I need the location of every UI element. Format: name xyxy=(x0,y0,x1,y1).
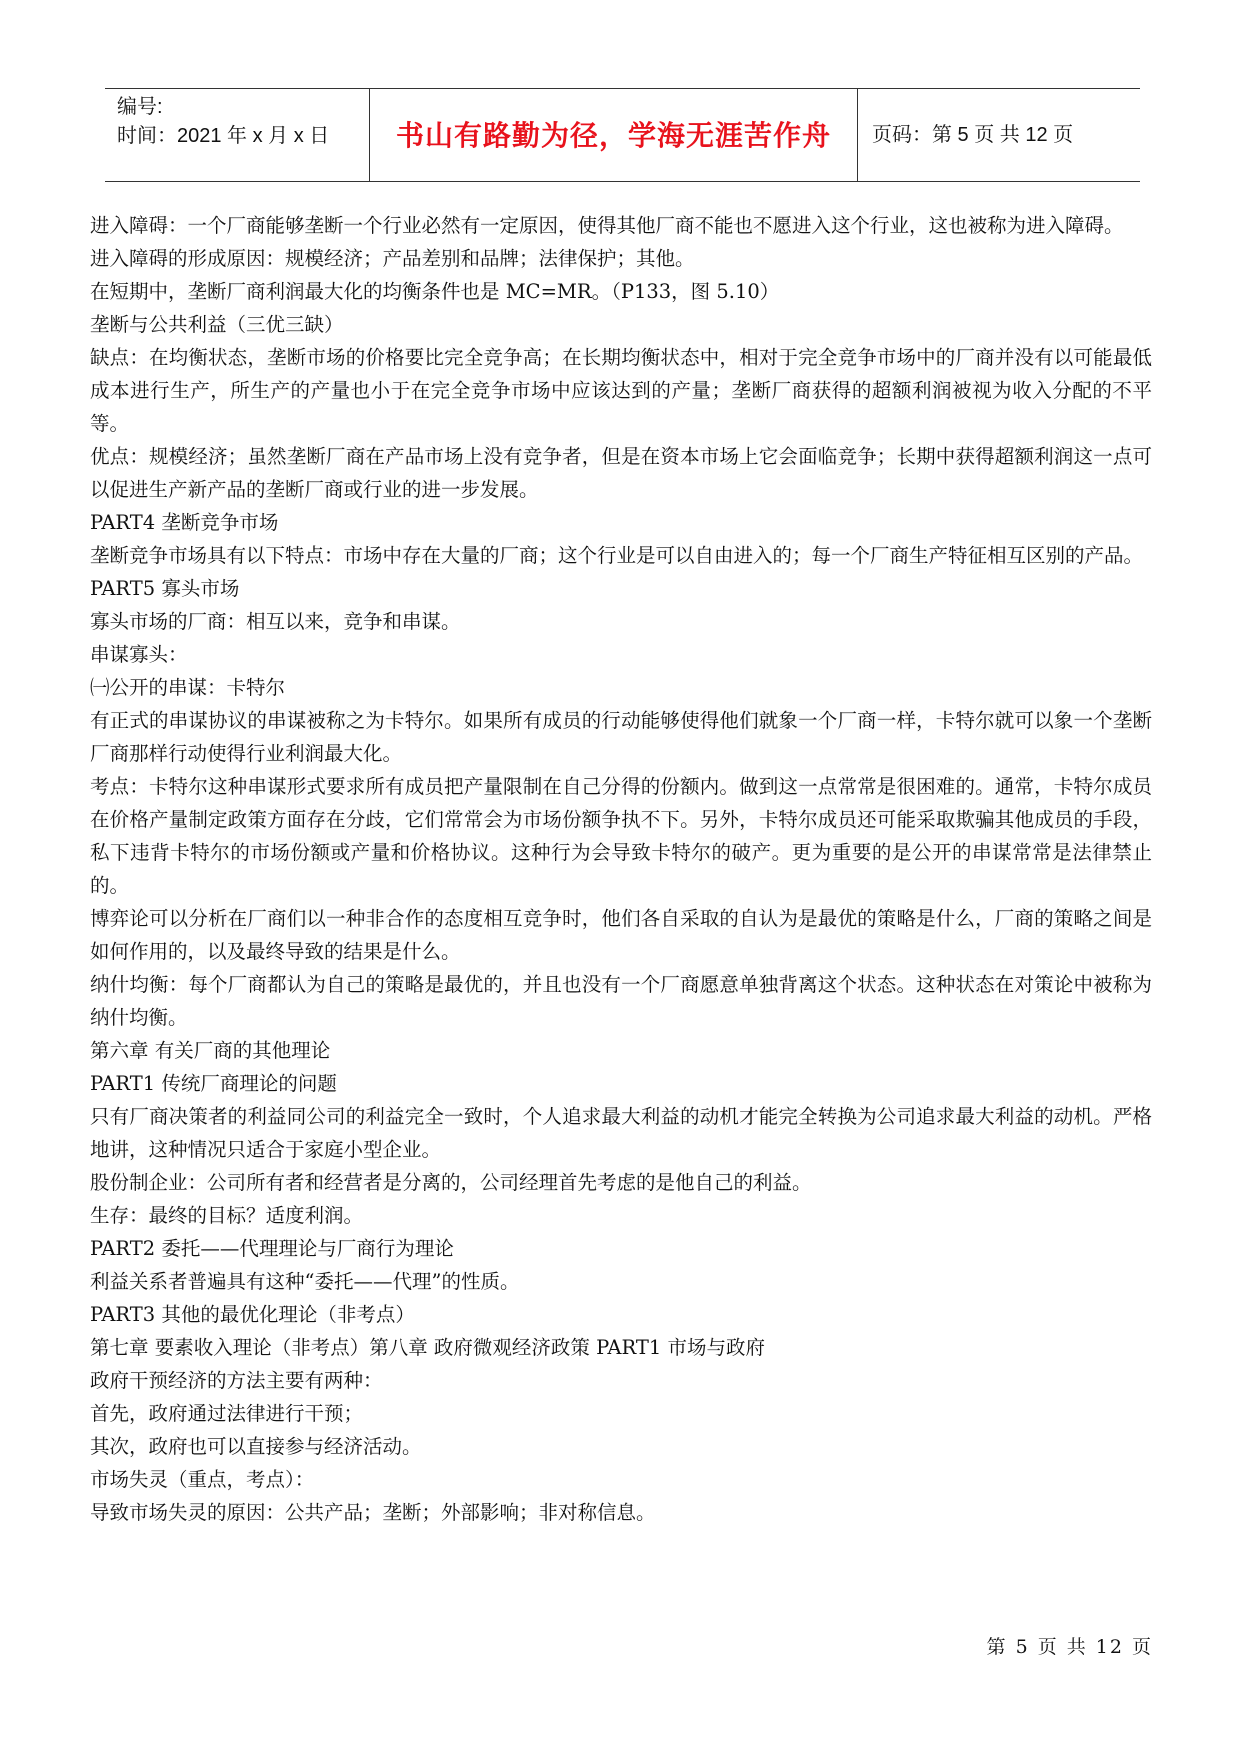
paragraph: 优点：规模经济；虽然垄断厂商在产品市场上没有竞争者，但是在资本市场上它会面临竞争；长期中获得超额利润这一点可以促进生产新产品的垄断厂商或行业的进一步发展。 xyxy=(90,445,1152,501)
document-time-label: 时间：2021 年 x 月 x 日 xyxy=(117,125,330,147)
chapter-heading: 第七章 要素收入理论（非考点）第八章 政府微观经济政策 PART1 市场与政府 xyxy=(90,1336,765,1359)
document-body xyxy=(90,209,1152,1529)
section-heading: 垄断与公共利益（三优三缺） xyxy=(90,313,344,336)
paragraph: 有正式的串谋协议的串谋被称之为卡特尔。如果所有成员的行动能够使得他们就象一个厂商一样，卡特尔就可以象一个垄断厂商那样行动使得行业利润最大化。 xyxy=(90,709,1152,765)
paragraph: 在短期中，垄断厂商利润最大化的均衡条件也是 MC=MR。（P133，图 5.10） xyxy=(90,280,780,303)
document-header xyxy=(105,88,1140,182)
paragraph: 垄断竞争市场具有以下特点：市场中存在大量的厂商；这个行业是可以自由进入的；每一个厂商生产特征相互区别的产品。 xyxy=(90,544,1144,567)
paragraph: 进入障碍的形成原因：规模经济；产品差别和品牌；法律保护；其他。 xyxy=(90,247,695,270)
header-page-cell xyxy=(858,89,1140,181)
header-motto: 书山有路勤为径，学海无涯苦作舟 xyxy=(395,119,831,152)
header-page-code: 页码：第 5 页 共 12 页 xyxy=(872,124,1074,146)
paragraph: 政府干预经济的方法主要有两种： xyxy=(90,1369,383,1392)
section-heading: PART4 垄断竞争市场 xyxy=(90,511,279,534)
paragraph: 只有厂商决策者的利益同公司的利益完全一致时，个人追求最大利益的动机才能完全转换为公司追求最大利益的动机。严格地讲，这种情况只适合于家庭小型企业。 xyxy=(90,1105,1152,1161)
paragraph: 股份制企业：公司所有者和经营者是分离的，公司经理首先考虑的是他自己的利益。 xyxy=(90,1171,812,1194)
paragraph: 寡头市场的厂商：相互以来，竞争和串谋。 xyxy=(90,610,461,633)
header-motto-cell xyxy=(370,89,858,181)
section-heading: PART3 其他的最优化理论（非考点） xyxy=(90,1303,415,1326)
section-heading: PART2 委托——代理理论与厂商行为理论 xyxy=(90,1237,454,1260)
header-info-cell xyxy=(105,89,370,181)
paragraph: 串谋寡头： xyxy=(90,643,188,666)
paragraph: 考点：卡特尔这种串谋形式要求所有成员把产量限制在自己分得的份额内。做到这一点常常是很困难的。通常，卡特尔成员在价格产量制定政策方面存在分歧，它们常常会为市场份额争执不下。另外，卡特尔成员还可能采取欺骗其他成员的手段，私下违背卡特尔的市场份额或产量和价格协议。这种行为会导致卡特尔的破产。更为重要的是公开的串谋常常是法律禁止的。 xyxy=(90,775,1152,897)
document-number-label: 编号: xyxy=(117,96,163,118)
paragraph: 进入障碍：一个厂商能够垄断一个行业必然有一定原因，使得其他厂商不能也不愿进入这个行业，这也被称为进入障碍。 xyxy=(90,214,1124,237)
page-footer: 第 5 页 共 12 页 xyxy=(986,1636,1153,1658)
paragraph: 纳什均衡：每个厂商都认为自己的策略是最优的，并且也没有一个厂商愿意单独背离这个状态。这种状态在对策论中被称为纳什均衡。 xyxy=(90,973,1152,1029)
paragraph: 首先，政府通过法律进行干预； xyxy=(90,1402,364,1425)
paragraph: 市场失灵（重点，考点）： xyxy=(90,1468,315,1491)
section-heading: PART1 传统厂商理论的问题 xyxy=(90,1072,337,1095)
paragraph: 生存：最终的目标？适度利润。 xyxy=(90,1204,364,1227)
paragraph: 利益关系者普遍具有这种“委托——代理”的性质。 xyxy=(90,1270,520,1293)
chapter-heading: 第六章 有关厂商的其他理论 xyxy=(90,1039,331,1062)
paragraph: 博弈论可以分析在厂商们以一种非合作的态度相互竞争时，他们各自采取的自认为是最优的策略是什么，厂商的策略之间是如何作用的，以及最终导致的结果是什么。 xyxy=(90,907,1152,963)
paragraph: 其次，政府也可以直接参与经济活动。 xyxy=(90,1435,422,1458)
paragraph: ㈠公开的串谋：卡特尔 xyxy=(90,676,286,699)
paragraph: 缺点：在均衡状态，垄断市场的价格要比完全竞争高；在长期均衡状态中，相对于完全竞争市场中的厂商并没有以可能最低成本进行生产，所生产的产量也小于在完全竞争市场中应该达到的产量；垄断厂商获得的超额利润被视为收入分配的不平等。 xyxy=(90,346,1152,435)
section-heading: PART5 寡头市场 xyxy=(90,577,240,600)
paragraph: 导致市场失灵的原因：公共产品；垄断；外部影响；非对称信息。 xyxy=(90,1501,656,1524)
